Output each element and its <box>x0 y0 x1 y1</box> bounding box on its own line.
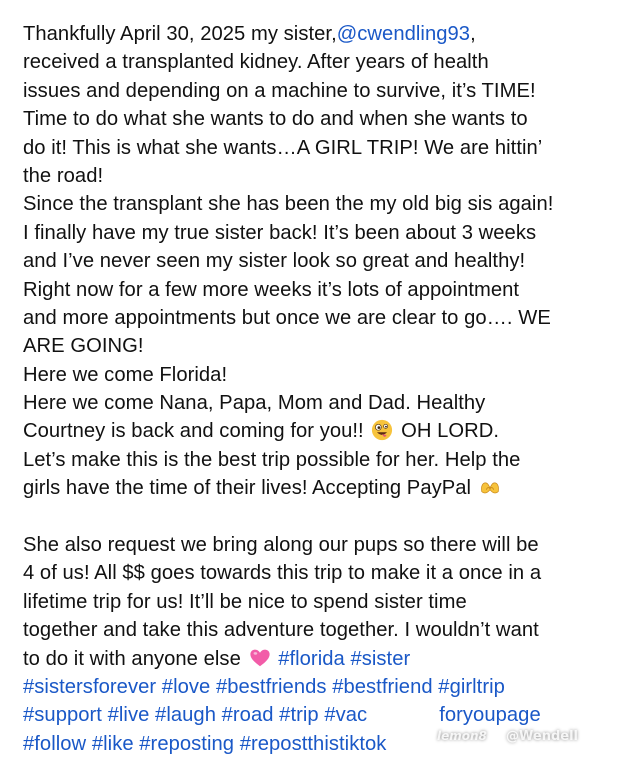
caption-line: Here we come Florida! <box>23 363 228 386</box>
caption-line: She also request we bring along our pups so there will be <box>23 534 539 557</box>
caption-line: Here we come Nana, Papa, Mom and Dad. Healthy <box>23 392 486 415</box>
hashtag-links[interactable]: #follow #like #reposting #repostthistiktok <box>23 732 387 755</box>
heart-hands-emoji-icon <box>479 476 501 498</box>
caption-line: ARE GOING! <box>23 335 144 358</box>
watermark-handle-text: @Wendell <box>506 728 578 744</box>
mention-link[interactable]: @cwendling93 <box>336 23 471 45</box>
caption-line: Time to do what she wants to do and when she wants to <box>23 108 528 131</box>
caption-line: received a transplanted kidney. After years of health <box>23 51 489 74</box>
hashtag-links[interactable]: foryoupage <box>439 704 541 727</box>
caption-line: I finally have my true sister back! It’s been about 3 weeks <box>23 221 537 244</box>
caption-line: together and take this adventure together. I wouldn’t want <box>23 619 539 642</box>
caption-line: to do it with anyone else <box>23 647 241 670</box>
caption-line: the road! <box>23 164 104 187</box>
post-caption: Thankfully April 30, 2025 my sister,@cwendling93, received a transplanted kidney. After years of health issues and depending on a machine to survive, it’s TIME! Time to do what she wants to do and when she wants to do it! This is what she wants…A GIRL TRIP! We are hittin’ the road! Since the transplant she has been the my old big sis again! I finally have my true sister back! It’s been about 3 weeks and I’ve never seen my sister look so great and healthy! Right now for a few more weeks it’s lots of appointment and more appointments but once we are clear to go…. WE ARE GOING! Here we come Florida! Here we come Nana, Papa, Mom and Dad. Healthy Courtney is back and coming for you!! OH LORD. Let’s make this is the best trip possible for her. Help the girls have the time of their lives! Accepting PayPal She also request we bring along our pups so there will be 4 of us! All $$ goes towards this trip to make it a once in a lifetime trip for us! It’ll be nice to spend sister time together and take this adventure together. I wouldn’t want to do it with anyone else #florida #sister #sistersforever #love #bestfriends #bestfriend #girltrip #support #live #laugh #road #trip #vac foryoupage #follow #like #reposting #repostthistiktok <box>23 20 635 758</box>
watermark-logo-text: lemon8 <box>437 729 487 743</box>
hashtag-links[interactable]: #florida #sister <box>278 647 411 670</box>
caption-line: and more appointments but once we are clear to go…. WE <box>23 306 551 329</box>
caption-line: lifetime trip for us! It’ll be nice to spend sister time <box>23 590 467 613</box>
paragraph-gap <box>23 503 635 531</box>
caption-line: girls have the time of their lives! Accepting PayPal <box>23 477 472 500</box>
watermark-handle <box>506 721 578 751</box>
caption-line: Right now for a few more weeks it’s lots of appointment <box>23 278 520 301</box>
caption-line: 4 of us! All $$ goes towards this trip to make it a once in a <box>23 562 542 585</box>
caption-line: do it! This is what she wants…A GIRL TRIP! We are hittin’ <box>23 136 543 159</box>
caption-line: Since the transplant she has been the my old big sis again! <box>23 193 554 216</box>
caption-line: OH LORD. <box>401 420 500 443</box>
watermark-logo <box>437 721 487 751</box>
hashtag-links[interactable]: #support #live #laugh #road #trip #vac <box>23 704 368 727</box>
pink-heart-emoji-icon <box>249 647 271 669</box>
hashtag-links[interactable]: #sistersforever #love #bestfriends #bestfriend #girltrip <box>23 675 505 698</box>
zany-face-emoji-icon <box>371 419 393 441</box>
caption-line: Let’s make this is the best trip possible for her. Help the <box>23 448 521 471</box>
caption-line: and I’ve never seen my sister look so great and healthy! <box>23 250 526 273</box>
caption-line: Thankfully April 30, 2025 my sister, <box>23 23 337 45</box>
caption-line: issues and depending on a machine to survive, it’s TIME! <box>23 79 536 102</box>
caption-line: Courtney is back and coming for you!! <box>23 420 364 443</box>
